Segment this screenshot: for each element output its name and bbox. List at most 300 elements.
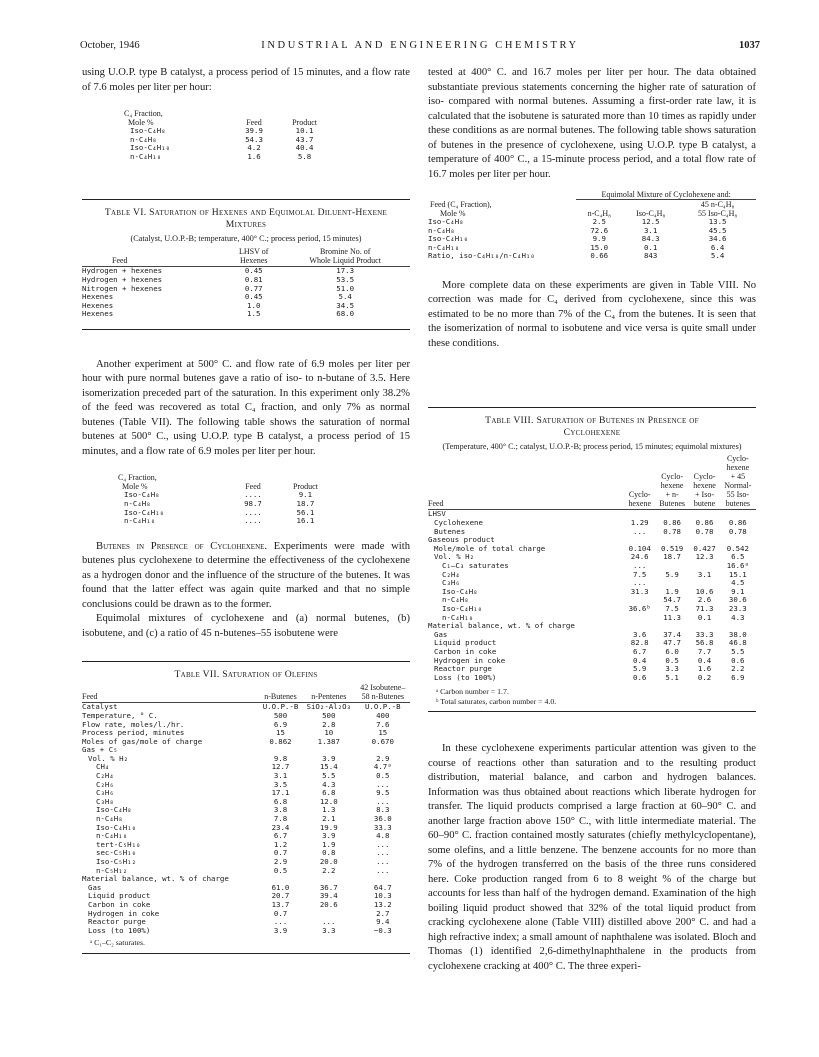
cell-value: U.O.P.-B (364, 702, 401, 712)
row-label: Iso-C₄H₈ (124, 490, 160, 500)
table-rule (428, 407, 756, 408)
cell-value: 12.3 (695, 552, 714, 562)
cell-value: 9.5 (376, 788, 390, 798)
row-label: n-C₄H₈ (442, 595, 469, 605)
cell-value: 20.7 (271, 891, 290, 901)
lhsv-value: 0.77 (244, 283, 263, 293)
row-label: Gas (88, 882, 102, 892)
cell-value: 7.8 (273, 814, 288, 824)
row-label: n-C₄H₁₀ (96, 831, 128, 841)
cell-value: 0.1 (643, 242, 658, 252)
cell-value: 6.9 (731, 672, 745, 682)
row-label: Iso-C₄H₁₀ (130, 143, 171, 153)
cell-value: 0.78 (663, 526, 682, 536)
cell-value: 13.2 (373, 899, 392, 909)
lhsv-value: 0.45 (244, 292, 263, 302)
row-label: Liquid product (88, 891, 151, 901)
journal-title: INDUSTRIAL AND ENGINEERING CHEMISTRY (261, 40, 579, 51)
cell-value: 0.7 (273, 908, 288, 918)
table-rule (82, 661, 410, 662)
cell-value: 33.3 (373, 822, 392, 832)
row-label: Vol. % H₂ (88, 753, 129, 763)
cell-value: 0.86 (728, 518, 747, 528)
cell-value: 12.5 (641, 217, 660, 226)
table-8-title: Table VIII. Saturation of Butenes in Presence of Cyclohexene (485, 415, 699, 439)
col-head-lhsv: LHSV of Hexenes (227, 247, 280, 267)
feed-value: 54.3 (245, 134, 263, 144)
cell-value: SiO₂-Al₂O₃ (306, 702, 352, 712)
cell-value: 0.862 (269, 736, 292, 746)
paragraph-table8-ref: More complete data on these experiments are given in Table VIII. No correction was made for C₄ derived from cyclohexene, since this was estimated to be no more than 7% of the C₄ from the butenes. It is seen that the isomerization of normal to isobutene and vice versa is quite small under these conditions. (428, 279, 756, 349)
cell-value: 3.1 (273, 771, 288, 781)
left-column (82, 66, 410, 954)
row-label: Material balance, wt. % of charge (428, 621, 575, 631)
table-rule (82, 953, 410, 954)
row-label: Iso-C₄H₈ (442, 586, 478, 596)
cell-value: 6.8 (322, 788, 336, 798)
table-cyclohexene-mixtures (428, 190, 756, 261)
cell-value: 3.9 (273, 925, 288, 935)
row-label: Carbon in coke (434, 646, 497, 656)
cell-value: 46.8 (728, 638, 747, 648)
col-head-n-butene: n-C₄H₈ (587, 209, 611, 218)
cell-value: 6.8 (273, 796, 288, 806)
table-8-footnote-a: ᵃ Carbon number = 1.7. (436, 687, 509, 697)
row-label: Liquid product (434, 638, 497, 648)
cell-value: 2.2 (731, 664, 745, 674)
table-row (82, 738, 410, 747)
row-label: n-C₄H₁₀ (428, 242, 460, 252)
page-number: 1037 (739, 40, 760, 51)
cell-value: 2.5 (592, 217, 606, 226)
cell-value: 0.4 (633, 655, 647, 665)
table-row (82, 755, 410, 764)
product-value: 16.1 (296, 516, 315, 526)
cell-value: 400 (376, 710, 390, 720)
cell-value: 0.542 (726, 543, 749, 553)
row-label: Reactor purge (88, 917, 146, 927)
col-head-feed: Feed (245, 482, 261, 492)
table-row (82, 746, 410, 755)
row-label: n-C₄H₁₀ (124, 516, 156, 526)
row-label: Catalyst (82, 702, 118, 712)
cell-value: 0.519 (660, 543, 684, 553)
cell-value: 0.66 (590, 251, 609, 261)
col-head-mix: 45 n-C₄H₈ 55 Iso-C₄H₈ (698, 200, 738, 218)
table-row (82, 927, 410, 936)
col-head-n-butenes: n-Butenes (259, 683, 302, 703)
row-label: Gaseous product (428, 535, 495, 545)
col-head-feed: Feed (82, 247, 227, 267)
table-row (118, 517, 336, 526)
cell-value: 1.9 (322, 839, 336, 849)
cell-value: 36.6ᵇ (628, 604, 651, 613)
table-7-footnote: ᵃ C₁–C₂ saturates. (90, 938, 145, 948)
paragraph-cyclohexene-section: Butenes in Presence of Cyclohexene. Experiments were made with butenes plus cyclohexene to determine the effectiveness of the cyclohexene as a hydrogen donor and the influence of the structure of the butenes. It was found that the latter effect was again quite marked and that no simple conclusions could be drawn as to the former. (82, 540, 410, 610)
cell-value: 4.3 (322, 779, 336, 789)
cell-value: 20.0 (319, 857, 338, 866)
table-row (82, 763, 410, 772)
table-6 (82, 247, 410, 319)
cell-value: 2.9 (273, 857, 288, 866)
cell-value: 2.7 (376, 908, 390, 918)
col-head-bromine: Bromine No. of Whole Liquid Product (280, 247, 410, 267)
cell-value: 31.3 (630, 586, 649, 596)
table-n-butene-saturation (118, 473, 336, 525)
cell-value: −0.3 (373, 925, 392, 935)
row-label: LHSV (428, 509, 446, 519)
table-row (82, 302, 410, 311)
cell-value: 3.1 (697, 569, 712, 579)
col-head-isobutene-mix: 42 Isobutene– 58 n-Butenes (356, 683, 410, 703)
row-label: Hydrogen in coke (434, 655, 506, 665)
cell-value: 0.104 (628, 543, 651, 553)
bromine-value: 53.5 (336, 274, 355, 284)
feed-value: .... (244, 516, 262, 526)
cell-value: 34.6 (708, 234, 727, 244)
bromine-value: 51.0 (336, 283, 355, 293)
cell-value: 2.9 (376, 753, 390, 763)
col-head-fraction: C₄ Fraction, Mole % (118, 473, 157, 492)
feed-label: Nitrogen + hexenes (82, 283, 163, 293)
table-rule (82, 329, 410, 330)
row-label: n-C₄H₈ (130, 134, 157, 144)
cell-value: 2.6 (697, 595, 712, 605)
cell-value: 6.7 (273, 831, 288, 841)
cell-value: 15.0 (590, 242, 609, 252)
table-row (428, 571, 756, 580)
cell-value: 13.5 (708, 217, 727, 226)
cell-value: 3.5 (273, 779, 288, 789)
bromine-value: 17.3 (336, 266, 355, 276)
feed-value: .... (244, 490, 262, 500)
cell-value: 0.8 (322, 848, 336, 858)
cell-value: 12.7 (271, 762, 290, 772)
row-label: Cyclohexene (434, 518, 483, 528)
cell-value: 18.7 (663, 552, 682, 562)
spanning-head: Equimolal Mixture of Cyclohexene and: (576, 190, 756, 200)
table-6-title: Table VI. Saturation of Hexenes and Equimolal Diluent-Hexene Mixtures (104, 207, 388, 231)
row-label: Moles of gas/mole of charge (82, 736, 203, 746)
row-label: Iso-C₄H₁₀ (442, 604, 483, 613)
cell-value: 36.0 (373, 814, 392, 824)
cell-value: 0.7 (273, 848, 288, 858)
col-head-n-pentenes: n-Pentenes (302, 683, 356, 703)
bromine-value: 34.5 (336, 300, 355, 310)
cell-value: 5.4 (710, 251, 725, 261)
cell-value: 84.3 (641, 234, 660, 244)
cell-value: 13.7 (271, 899, 290, 909)
cell-value: 9.4 (376, 917, 390, 927)
cell-value: U.O.P.-B (262, 702, 299, 712)
cell-value: 45.5 (708, 225, 727, 235)
cell-value: 1.3 (322, 805, 336, 815)
row-label: Carbon in coke (88, 899, 151, 909)
row-label: Iso-C₄H₁₀ (124, 507, 165, 517)
row-label: Iso-C₄H₈ (428, 217, 464, 226)
cell-value: ... (376, 796, 390, 806)
col-head-feed: Feed (246, 118, 262, 127)
cell-value: 17.1 (271, 788, 290, 798)
lhsv-value: 1.0 (247, 300, 261, 310)
cell-value: 71.3 (695, 604, 714, 613)
cell-value: 0.6 (633, 672, 647, 682)
feed-value: 98.7 (244, 499, 262, 509)
row-label: Gas (434, 629, 448, 639)
table-row (428, 227, 756, 236)
cell-value: 3.1 (643, 225, 658, 235)
cell-value: 0.427 (693, 543, 716, 553)
row-label: n-C₄H₈ (124, 499, 151, 509)
cell-value: 39.4 (319, 891, 338, 901)
cell-value: 1.29 (630, 518, 649, 528)
paragraph-equimolal: Equimolal mixtures of cyclohexene and (a) normal butenes, (b) isobutene, and (c) a ratio of 45 n-butenes–55 isobutene were (82, 613, 410, 639)
cell-value: 37.4 (663, 629, 682, 639)
row-label: n-C₅H₁₂ (96, 865, 128, 875)
cell-value: ... (633, 561, 647, 571)
col-head-fraction: Feed (C₄ Fraction), Mole % (430, 200, 492, 218)
feed-value: 39.9 (245, 126, 263, 135)
cell-value: 10.6 (695, 586, 714, 596)
cell-value: 10 (324, 728, 334, 738)
row-label: C₂H₆ (96, 779, 114, 789)
cell-value: 6.7 (633, 646, 647, 656)
feed-label: Hydrogen + hexenes (82, 266, 163, 276)
row-label: Temperature, ° C. (82, 710, 158, 720)
row-label: C₃H₈ (96, 796, 114, 806)
cell-value: 5.9 (633, 664, 647, 674)
cell-value: 6.4 (710, 242, 725, 252)
table-7-title: Table VII. Saturation of Olefins (174, 669, 318, 681)
row-label: Iso-C₄H₁₀ (96, 822, 137, 832)
row-label: Iso-C₄H₈ (96, 805, 132, 815)
row-label: n-C₄H₁₀ (442, 612, 474, 622)
col-head-cyclohexene-n-butenes: Cyclo- hexene + n- Butenes (655, 454, 690, 510)
row-label: Hydrogen in coke (88, 908, 160, 918)
cell-value: 5.9 (665, 569, 679, 579)
cell-value: 36.7 (319, 882, 338, 892)
cell-value: 47.7 (663, 638, 682, 648)
cell-value: 0.86 (695, 518, 714, 528)
header-date: October, 1946 (80, 40, 140, 51)
row-label: CH₄ (96, 762, 110, 772)
table-row (82, 781, 410, 790)
product-value: 5.8 (297, 151, 312, 161)
col-head-cyclohexene-mix: Cyclo- hexene + 45 Normal- 55 Iso- butenes (720, 454, 756, 510)
cell-value: 30.6 (728, 595, 747, 605)
cell-value: 5.5 (731, 646, 745, 656)
col-head-cyclohexene-isobutene: Cyclo- hexene + Iso- butene (689, 454, 719, 510)
cell-value: 7.7 (697, 646, 712, 656)
table-row (428, 252, 756, 261)
product-value: 43.7 (295, 134, 314, 144)
cell-value: 0.78 (728, 526, 747, 536)
table-row (82, 772, 410, 781)
cell-value: 23.4 (271, 822, 290, 832)
cell-value: 10.3 (373, 891, 392, 901)
cell-value: 19.9 (319, 822, 338, 832)
cell-value: 9.1 (731, 586, 745, 596)
cell-value: 23.3 (728, 604, 747, 613)
table-row (82, 858, 410, 867)
section-heading: Butenes in Presence of Cyclohexene. (96, 540, 268, 552)
cell-value: 7.5 (665, 604, 679, 613)
cell-value: 15.1 (728, 569, 747, 579)
row-label: Mole/mole of total charge (434, 543, 546, 553)
table-rule (82, 199, 410, 200)
table-isobutene-saturation (124, 109, 334, 161)
row-label: Reactor purge (434, 664, 492, 674)
cell-value (625, 614, 655, 623)
cell-value: 61.0 (271, 882, 290, 892)
cell-value: 4.7ᵃ (373, 762, 392, 772)
row-label: Iso-C₄H₁₀ (428, 234, 469, 244)
cell-value: ... (633, 578, 647, 588)
cell-value: 0.4 (697, 655, 712, 665)
feed-value: 1.6 (247, 151, 261, 161)
cell-value: 1.2 (273, 839, 288, 849)
cell-value: 500 (322, 710, 336, 720)
cell-value: 64.7 (373, 882, 392, 892)
col-head-feed: Feed (428, 454, 625, 510)
cell-value: ... (376, 848, 390, 858)
cell-value: 15.4 (319, 762, 338, 772)
cell-value: 6.0 (665, 646, 679, 656)
cell-value: 54.7 (663, 595, 682, 605)
cell-value: 38.0 (728, 629, 747, 639)
feed-value: .... (244, 507, 262, 517)
col-head-feed: Feed (82, 683, 259, 703)
cell-value: ... (376, 779, 390, 789)
feed-value: 4.2 (247, 143, 261, 153)
cell-value: 9.9 (592, 234, 606, 244)
product-value: 18.7 (296, 499, 315, 509)
cell-value: 1.6 (697, 664, 712, 674)
cell-value: ... (273, 917, 288, 927)
cell-value: 6.9 (273, 719, 288, 729)
table-8-caption: (Temperature, 400° C.; catalyst, U.O.P.-B; process period, 15 minutes; equimolal mixtures) (442, 442, 742, 452)
row-label: Butenes (434, 526, 466, 536)
product-value: 40.4 (295, 143, 314, 153)
running-header (80, 40, 760, 56)
col-head-product: Product (292, 118, 317, 127)
row-label: Process period, minutes (82, 728, 185, 738)
cell-value: 1.9 (665, 586, 679, 596)
col-head-isobutene: Iso-C₄H₈ (636, 209, 666, 218)
table-row (82, 293, 410, 302)
feed-label: Hexenes (82, 292, 114, 302)
row-label: C₂H₄ (96, 771, 114, 781)
cell-value: 0.670 (371, 736, 394, 746)
cell-value: 3.6 (633, 629, 647, 639)
table-row (82, 789, 410, 798)
table-6-caption: (Catalyst, U.O.P.-B; temperature, 400° C.; process period, 15 minutes) (130, 234, 362, 244)
cell-value: ... (376, 839, 390, 849)
cell-value: 3.9 (322, 831, 336, 841)
row-label: n-C₄H₁₀ (130, 151, 162, 161)
cell-value: 2.8 (322, 719, 336, 729)
cell-value: 8.3 (376, 805, 390, 815)
cell-value: 0.5 (273, 865, 288, 875)
cell-value: 5.5 (322, 771, 336, 781)
right-column (428, 66, 756, 974)
row-label: Loss (to 100%) (434, 672, 497, 682)
cell-value: 11.3 (663, 612, 682, 622)
row-label: Vol. % H₂ (434, 552, 475, 562)
row-label: tert-C₅H₁₀ (96, 839, 141, 849)
row-label: n-C₄H₈ (428, 225, 455, 235)
cell-value: 2.2 (322, 865, 336, 875)
cell-value: 7.6 (376, 719, 390, 729)
row-label: Gas + C₅ (82, 745, 118, 755)
col-head-fraction: C₄ Fraction, Mole % (124, 109, 163, 127)
col-head-cyclohexene: Cyclo- hexene (625, 454, 655, 510)
table-row (82, 824, 410, 833)
row-label: Flow rate, moles/l./hr. (82, 719, 185, 729)
table-7 (82, 683, 410, 935)
row-label: Loss (to 100%) (88, 925, 151, 935)
cell-value: 33.3 (695, 629, 714, 639)
paragraph-continued: tested at 400° C. and 16.7 moles per liter per hour. The data obtained substantiate previous statements concerning the higher rate of saturation of iso- compared with normal butenes. Assuming a first-order rate law, it is calculated that the isobutene is saturated more than 10 times as rapidly under these conditions as are normal butenes. The following table shows saturation of butenes in the presence of cyclohexene, using U.O.P. type B catalyst, a temperature of 400° C., a 15-minute process period, and a total flow rate of 16.7 moles per liter per hour. (428, 67, 756, 180)
row-label: Iso-C₄H₈ (130, 126, 166, 135)
paragraph-intro: using U.O.P. type B catalyst, a process period of 15 minutes, and a flow rate of 7.6 moles per liter per hour: (82, 67, 410, 93)
paragraph-500c: Another experiment at 500° C. and flow rate of 6.9 moles per liter per hour with pure normal butenes gave a ratio of iso- to n-butane of 3.5. Here isomerization preceded part of the saturation. In this experiment only 38.2% of the feed was recovered as total C₄ fraction, and only 7% as normal butenes (Table VII). The following table shows the saturation of normal butenes at 500° C., using U.O.P. type B catalyst, a process period of 15 minutes, and a flow rate of 6.9 moles per liter per hour. (82, 358, 410, 457)
cell-value: 0.1 (697, 612, 712, 622)
row-label: Material balance, wt. % of charge (82, 874, 229, 884)
product-value: 56.1 (296, 507, 315, 517)
product-value: 10.1 (295, 126, 314, 135)
cell-value: ... (376, 857, 390, 866)
feed-label: Hexenes (82, 300, 114, 310)
lhsv-value: 0.45 (244, 266, 263, 276)
cell-value: 843 (643, 251, 658, 261)
table-8-footnote-b: ᵇ Total saturates, carbon number = 4.0. (436, 696, 557, 706)
lhsv-value: 0.81 (244, 274, 263, 284)
row-label: C₃H₆ (96, 788, 114, 798)
cell-value: 16.6ᵃ (726, 561, 749, 571)
cell-value: 4.5 (731, 578, 745, 588)
lhsv-value: 1.5 (247, 309, 261, 319)
cell-value: 3.3 (322, 925, 336, 935)
cell-value: 0.6 (731, 655, 745, 665)
table-row (124, 153, 334, 162)
cell-value: ... (376, 865, 390, 875)
cell-value: 7.5 (633, 569, 647, 579)
cell-value: 1.387 (317, 736, 340, 746)
table-row (82, 806, 410, 815)
table-8 (428, 454, 756, 682)
cell-value: 15 (378, 728, 388, 738)
cell-value: 72.6 (590, 225, 609, 235)
cell-value: 2.1 (322, 814, 336, 824)
product-value: 9.1 (298, 490, 313, 500)
row-label: C₁–C₃ saturates (442, 561, 509, 571)
row-label: C₂H₄ (442, 569, 460, 579)
cell-value: 12.0 (319, 796, 338, 806)
cell-value: 56.8 (695, 638, 714, 648)
row-label: C₃H₆ (442, 578, 460, 588)
cell-value: 15 (276, 728, 285, 738)
cell-value: 5.1 (665, 672, 679, 682)
table-row (82, 310, 410, 319)
cell-value: 20.6 (319, 899, 338, 909)
col-head-product: Product (292, 482, 318, 492)
cell-value: 3.8 (273, 805, 288, 815)
cell-value: 0.78 (695, 526, 714, 536)
bromine-value: 68.0 (336, 309, 355, 319)
cell-value: 6.5 (731, 552, 745, 562)
feed-label: Hydrogen + hexenes (82, 274, 163, 284)
